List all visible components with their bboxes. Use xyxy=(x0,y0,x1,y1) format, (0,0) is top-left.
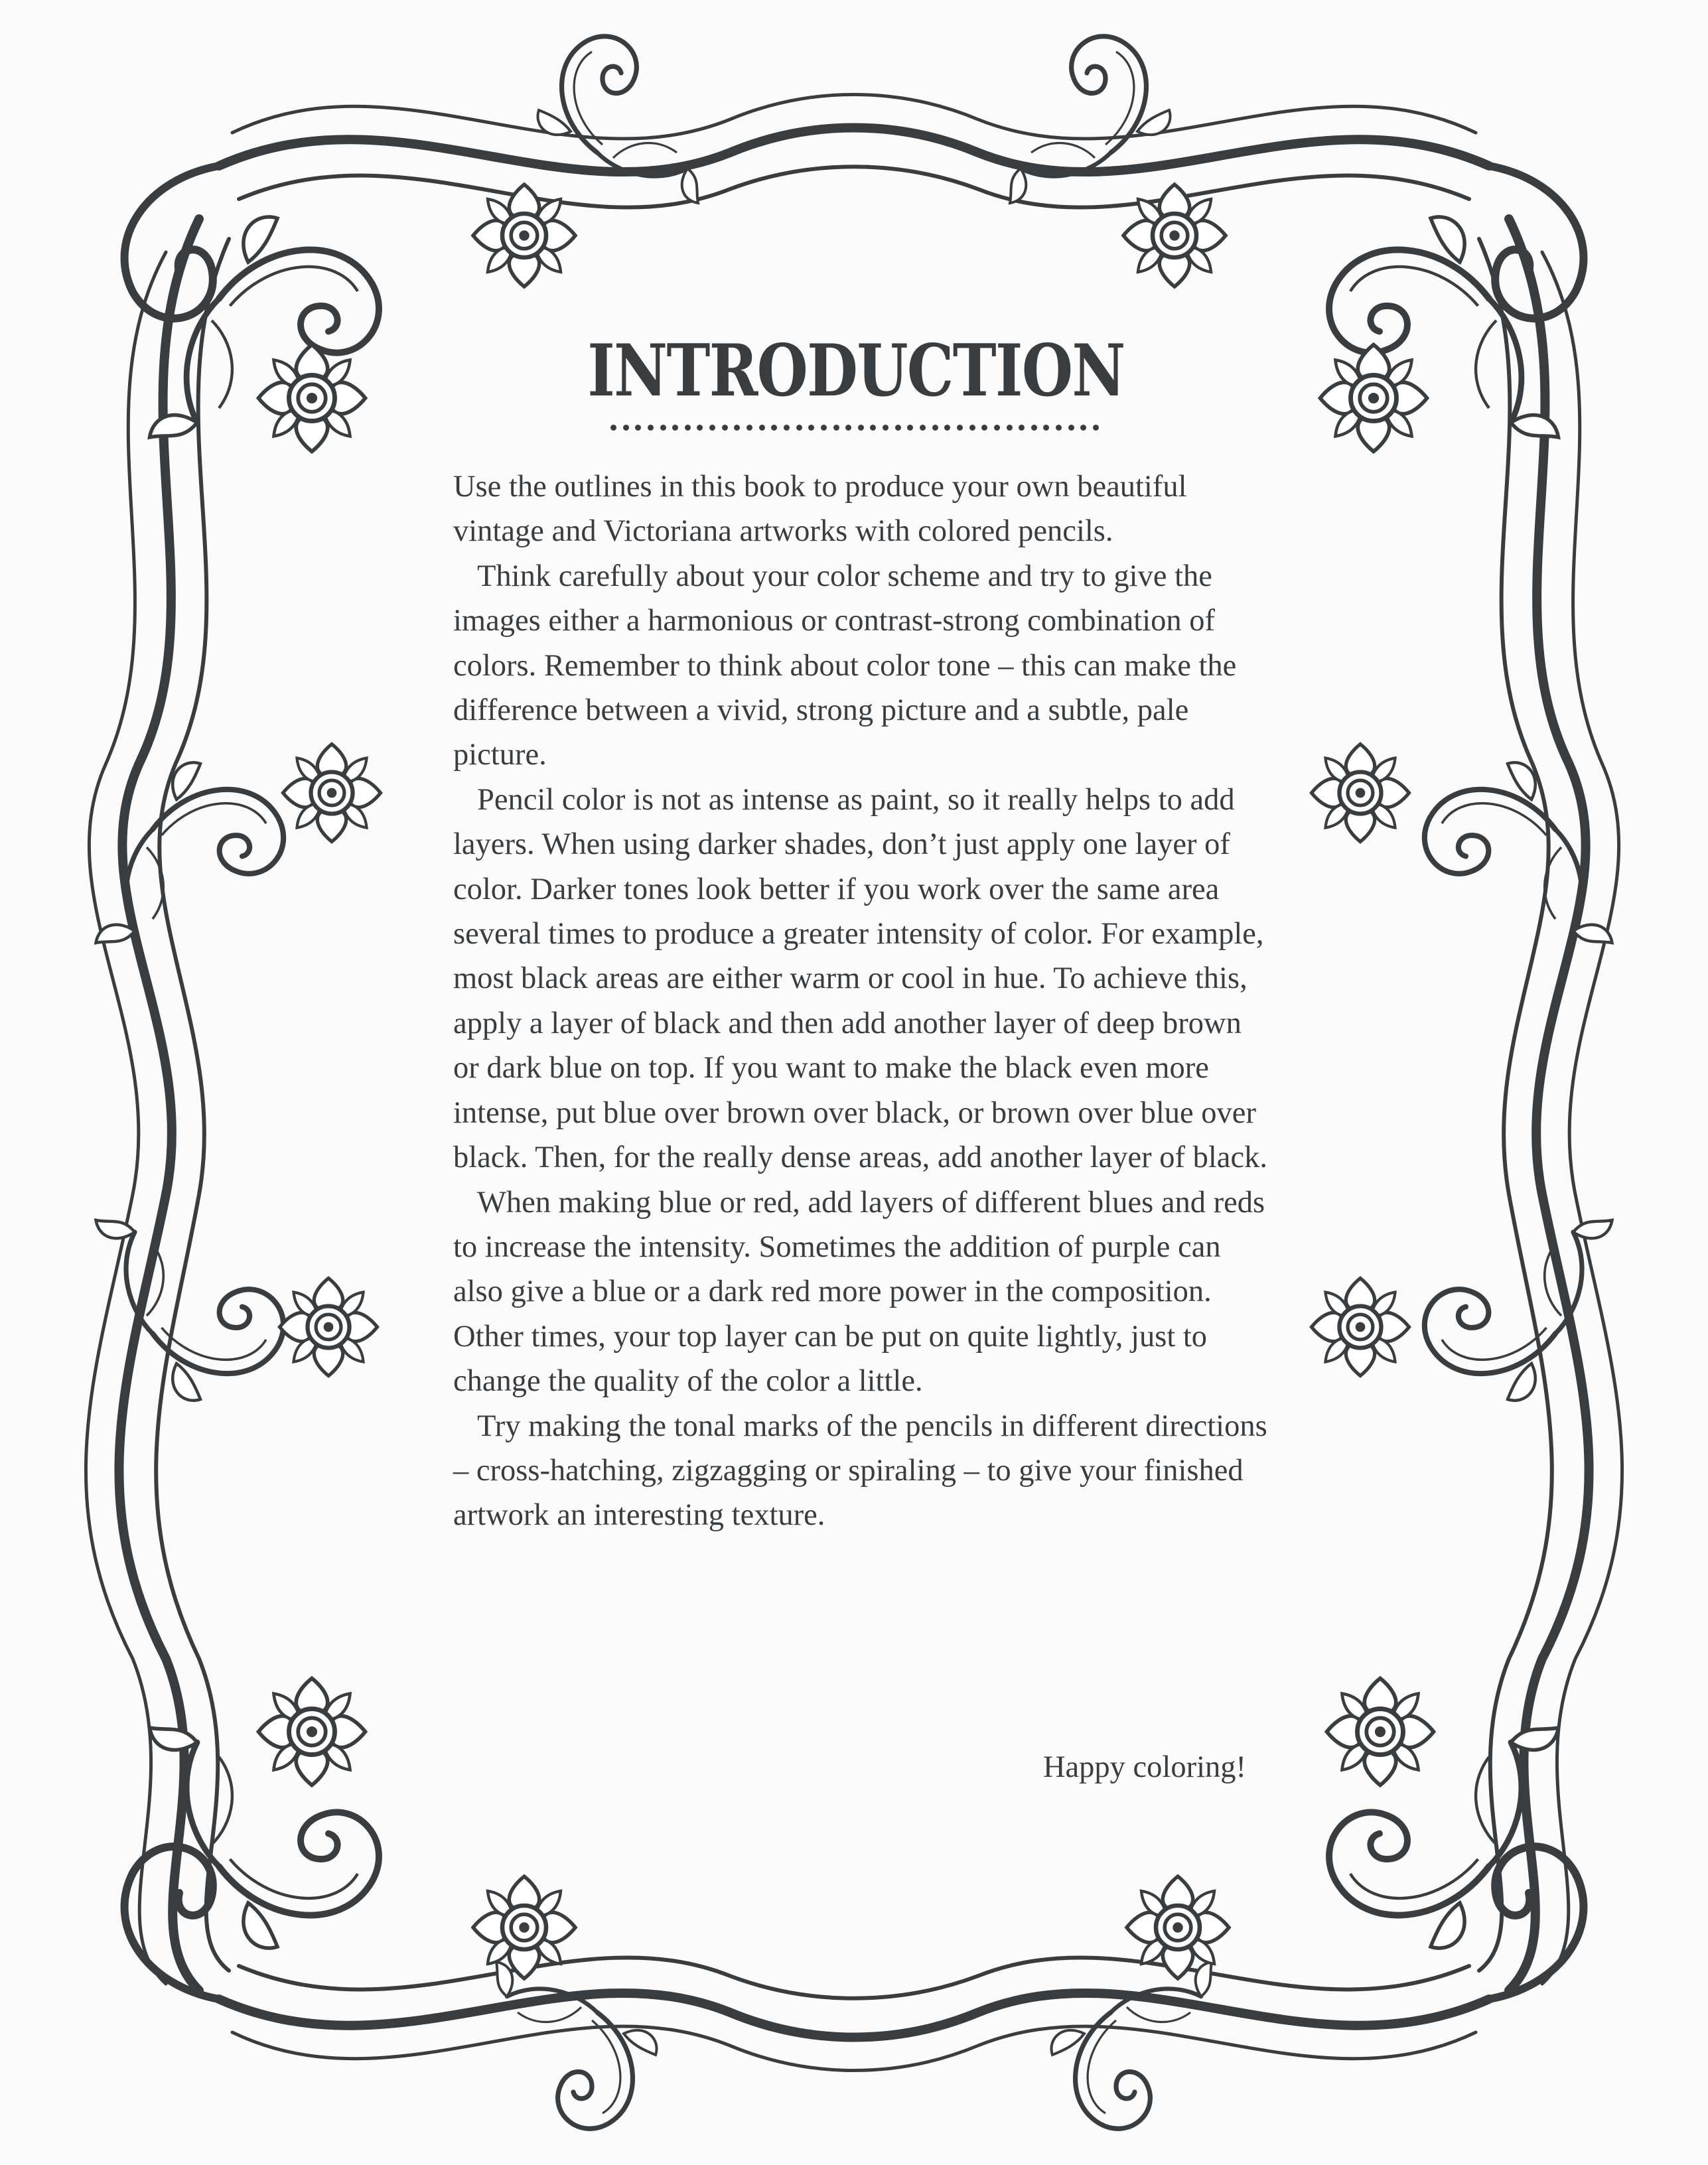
paragraph: Use the outlines in this book to produce your own beautiful vintage and Victoriana artworks with colored pencils. xyxy=(453,470,1187,549)
paragraph: Pencil color is not as intense as paint, so it really helps to add layers. When using darker shades, don’t just apply one layer of color. Darker tones look better if you work over the same area several times to produce a greater intensity of color. For example, most black areas are either warm or cool in hue. To achieve this, apply a layer of black and then add another layer of deep brown or dark blue on top. If you want to make the black even more intense, put blue over brown over black, or brown over blue over black. Then, for the really dense areas, add another layer of black. xyxy=(453,782,1267,1175)
title-dotted-rule xyxy=(610,425,1099,434)
signoff: Happy coloring! xyxy=(1042,1750,1246,1784)
paragraph: Try making the tonal marks of the pencils in different directions – cross-hatching, zigzagging or spiraling – to give your finished artwork an interesting texture. xyxy=(453,1409,1267,1533)
body-text xyxy=(453,464,1269,1538)
paragraph: Think carefully about your color scheme and try to give the images either a harmonious or contrast-strong combination of colors. Remember to think about color tone – this can make the difference between a vivid, strong picture and a subtle, pale picture. xyxy=(453,559,1237,772)
paragraph: When making blue or red, add layers of different blues and reds to increase the intensity. Sometimes the addition of purple can also give a blue or a dark red more power in the composition. Other times, your top layer can be put on quite lightly, just to change the quality of the color a little. xyxy=(453,1185,1265,1399)
page-title: INTRODUCTION xyxy=(587,329,1125,413)
